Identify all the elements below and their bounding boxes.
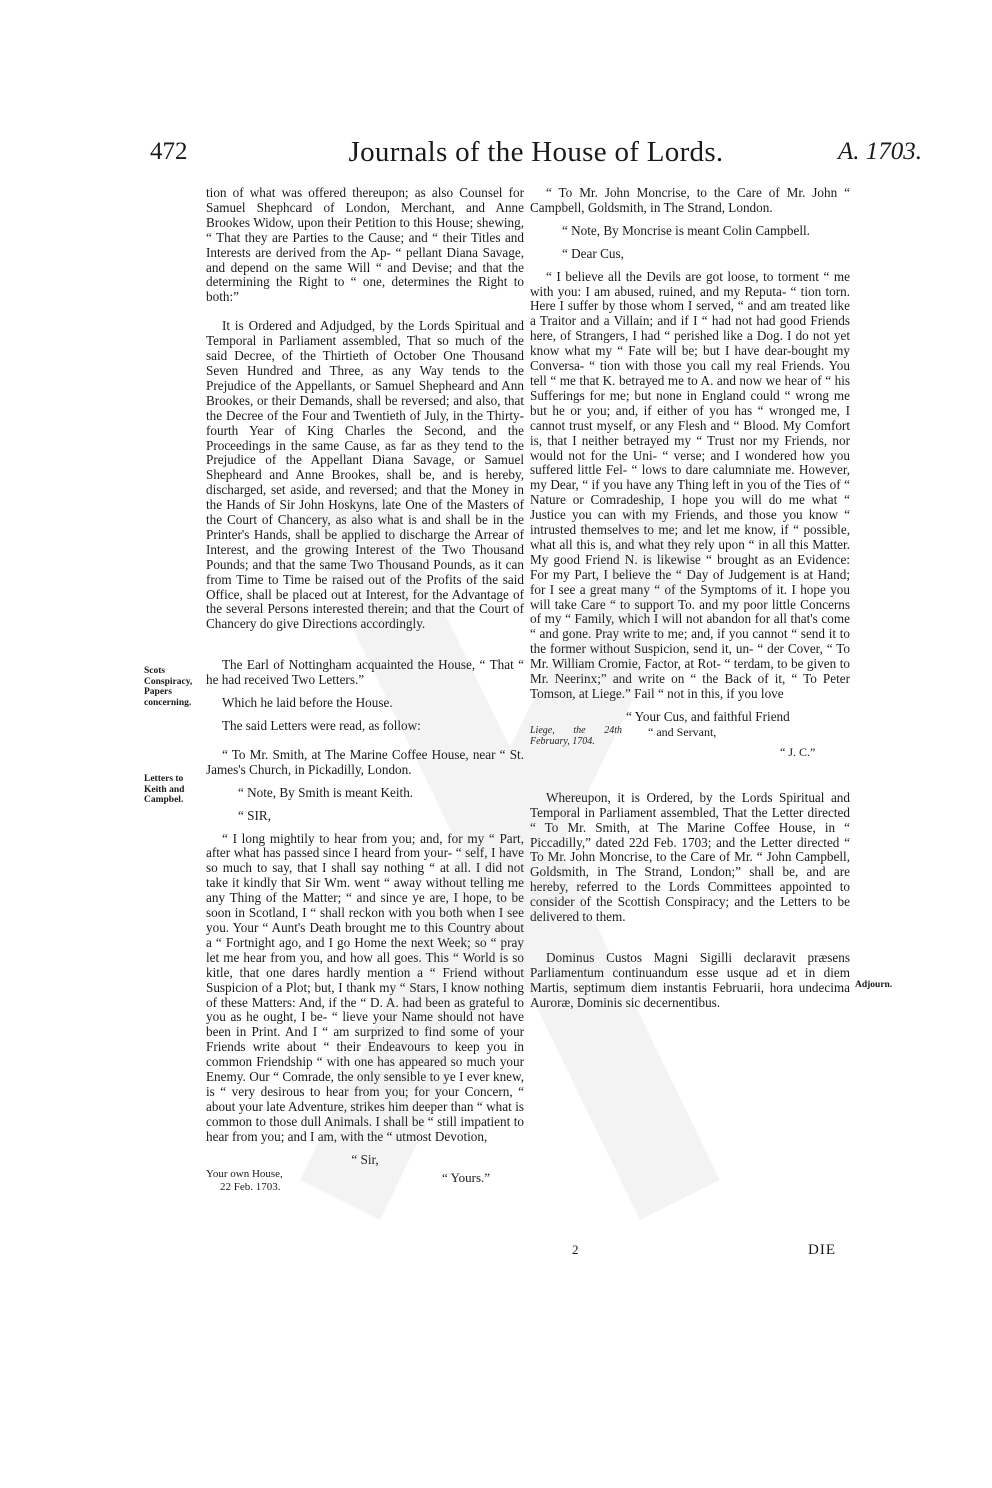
sign-date: 22 Feb. 1703. (220, 1181, 281, 1194)
left-paragraph-nottingham: The Earl of Nottingham acquainted the House, “ That “ he had received Two Letters.” (206, 657, 524, 688)
letter-note-moncrise: “ Note, By Moncrise is meant Colin Campbell. (562, 222, 810, 238)
letter-signature-jc (530, 725, 850, 765)
letter-closing-cus: “ Your Cus, and faithful Friend (626, 708, 790, 724)
right-column (530, 186, 850, 1011)
margin-note-letters: Letters to Keith and Campbel. (144, 774, 185, 805)
page-title: Journals of the House of Lords. (348, 136, 724, 168)
left-paragraph-read: The said Letters were read, as follow: (222, 718, 421, 733)
left-column (206, 186, 524, 1197)
letter-salutation-sir: “ SIR, (238, 807, 271, 823)
letter-salutation-cus: “ Dear Cus, (562, 245, 624, 261)
page-number: 472 (150, 138, 188, 165)
letter-note-smith: “ Note, By Smith is meant Keith. (238, 784, 414, 800)
sign-place-liege: Liege, the 24th February, 1704. (530, 724, 622, 747)
right-paragraph-order: Whereupon, it is Ordered, by the Lords Spiritual and Temporal in Parliament assembled, That the Letter directed “ To Mr. Smith, at The Marine Coffee House, in “ Piccadilly,” dated 22d Feb. 1703; and the Letter directed “ To Mr. John Moncrise, to the Care of Mr. “ John Campbell, Goldsmith, in The Strand, London;” shall be, and are hereby, referred to the Lords Committees appointed to consider of the Scottish Conspiracy; and the Letters to be delivered to them. (530, 789, 850, 925)
letter-address-moncrise: “ To Mr. John Moncrise, to the Care of Mr. John “ Campbell, Goldsmith, in The Strand, London. (530, 185, 850, 215)
right-paragraph-adjourn: Dominus Custos Magni Sigilli declaravit præsens Parliamentum continuandum esse usque ad et in diem Martis, septimum diem instantis Februarii, hora undecima Auroræ, Dominis sic decernentibus. (530, 949, 850, 1010)
sign-initials: “ J. C.” (780, 744, 816, 759)
sign-place: Your own House, (206, 1168, 283, 1181)
sign-close: “ Yours.” (442, 1170, 491, 1186)
letter-body-moncrise: “ I believe all the Devils are got loose, to torment “ me with you: I am abused, ruined, and my Reputa- “ tion torn. Here I suffer by those whom I served, “ and am treated like a Traitor and a Villain; and if I “ had not had good Friends here, of Strangers, I had “ perished like a Dog. I do not yet know what my “ Fate will be; but I have dear-bought my Conversa- “ tion with those you call my real Friends. You tell “ me that K. betrayed me to A. and now we hear of “ his Sufferings for me; but none in England could “ wrong me but he or you; and, if either of you has “ wronged me, I cannot trust myself, or any Flesh and “ Blood. My Comfort is, that I neither betrayed my “ Trust nor my Friends, nor would not for the Uni- “ verse; and I wondered how you suffered little Fel- “ lows to dare calumniate me. However, my Dear, “ if you have any Thing left in you of the Ties of “ Nature or Comradeship, I hope you will do me what “ Justice you can with my Friends, and those you know “ intrusted themselves to me; and let me know, if “ possible, what all this is, and what they rely upon “ in all this Matter. My good Friend N. is likewise “ brought as an Evidence: For my Part, I believe the “ Day of Judgement is at Hand; for I see a great many “ of the Symptoms of it. I hope you will take Care “ to support To. and my poor little Concerns of my “ Family, which I will not abandon for all that's come “ and gone. Pray write to me; and, if you cannot “ send it to the former without Suspicion, send it, un- “ der Cover, “ To Mr. William Cromie, Factor, at Rot- “ terdam, to be given to Mr. Neerinx;” and write on “ the Back of it, “ To Peter Tomson, at Liege.” Fail “ not in this, if you love (530, 268, 850, 701)
letter-address-smith: “ To Mr. Smith, at The Marine Coffee House, near “ St. James's Church, in Pickadilly, London. (206, 746, 524, 777)
left-paragraph-1: tion of what was offered thereupon; as also Counsel for Samuel Shephcard of London, Merchant, and Anne Brookes Widow, upon their Petition to this House; shewing, “ That they are Parties to the Cause; and “ their Titles and Interests are derived from the Ap- “ pellant Diana Savage, and depend on the same Will “ and Devise; and that the determining the Right to “ one, determines the Right to both:” (206, 185, 524, 305)
margin-note-scots: Scots Conspiracy, Papers concerning. (144, 666, 193, 708)
margin-note-adjourn: Adjourn. (855, 980, 893, 990)
catchword: DIE (808, 1242, 836, 1258)
letter-signature-smith (206, 1167, 524, 1197)
letter-body-smith: “ I long mightily to hear from you; and, for my “ Part, after what has passed since I heard from your- “ self, I have so much to say, that I shall say nothing “ at all. I did not take it kindly that Sir Wm. went “ away without telling me any Thing of the Matter; “ and since ye are, I hope, to be soon in Scotland, I “ shall reckon with you both when I see you. Your “ Aunt's Death brought me to this Country about a “ Fortnight ago, and I go Home the next Week; so “ pray let me hear from you, and how all goes. This “ World is so kitle, that one dares hardly mention a “ Friend without Suspicion of a Plot; but, I thank my “ Stars, I know nothing of these Matters: And, if the “ D. A. had been as grateful to you as he ought, I be- “ lieve your Name should not have been in Print. And I “ am surprized to find some of your Friends write about “ their Endeavours to keep you in common Friendship “ with one has appeared so much your Enemy. Our “ Comrade, the only sensible to ye I ever knew, is “ very desirous to hear from you; for your Concern, “ about your late Adventure, strikes him deeper than “ what is common to those dull Animals. I shall be “ still impatient to hear from you; and I am, with the “ utmost Devotion, (206, 830, 524, 1144)
signature-mark: 2 (572, 1242, 579, 1257)
sign-servant: “ and Servant, (648, 724, 717, 739)
page-year: A. 1703. (837, 138, 922, 165)
letter-closing-sir: “ Sir, (351, 1151, 379, 1167)
left-paragraph-order: It is Ordered and Adjudged, by the Lords Spiritual and Temporal in Parliament assembled, That so much of the said Decree, of the Thirtieth of October One Thousand Seven Hundred and Three, as any Way tends to the Prejudice of the Appellants, or Samuel Shepheard and Ann Brookes, or their Demands, shall be reversed; and also, that the Decree of the Four and Twentieth of July, in the Thirty-fourth Year of King Charles the Second, and the Proceedings in the same Cause, as far as they tend to the Prejudice of the Appellant Diana Savage, or Samuel Shepheard and Anne Brookes, shall be, and is hereby, discharged, set aside, and reversed; and that the Money in the Hands of Sir John Hoskyns, late One of the Masters of the Court of Chancery, as also what is and shall be in the Printer's Hands, shall be applied to discharge the Arrear of Interest, and the growing Interest of the Two Thousand Pounds; and that the same Two Thousand Pounds, as it can from Time to Time be raised out of the Profits of the said Office, shall be placed out at Interest, for the Advantage of the several Persons interested therein; and that the Court of Chancery do give Directions accordingly. (206, 318, 524, 632)
left-paragraph-laid: Which he laid before the House. (222, 695, 393, 711)
page-header (150, 138, 922, 172)
